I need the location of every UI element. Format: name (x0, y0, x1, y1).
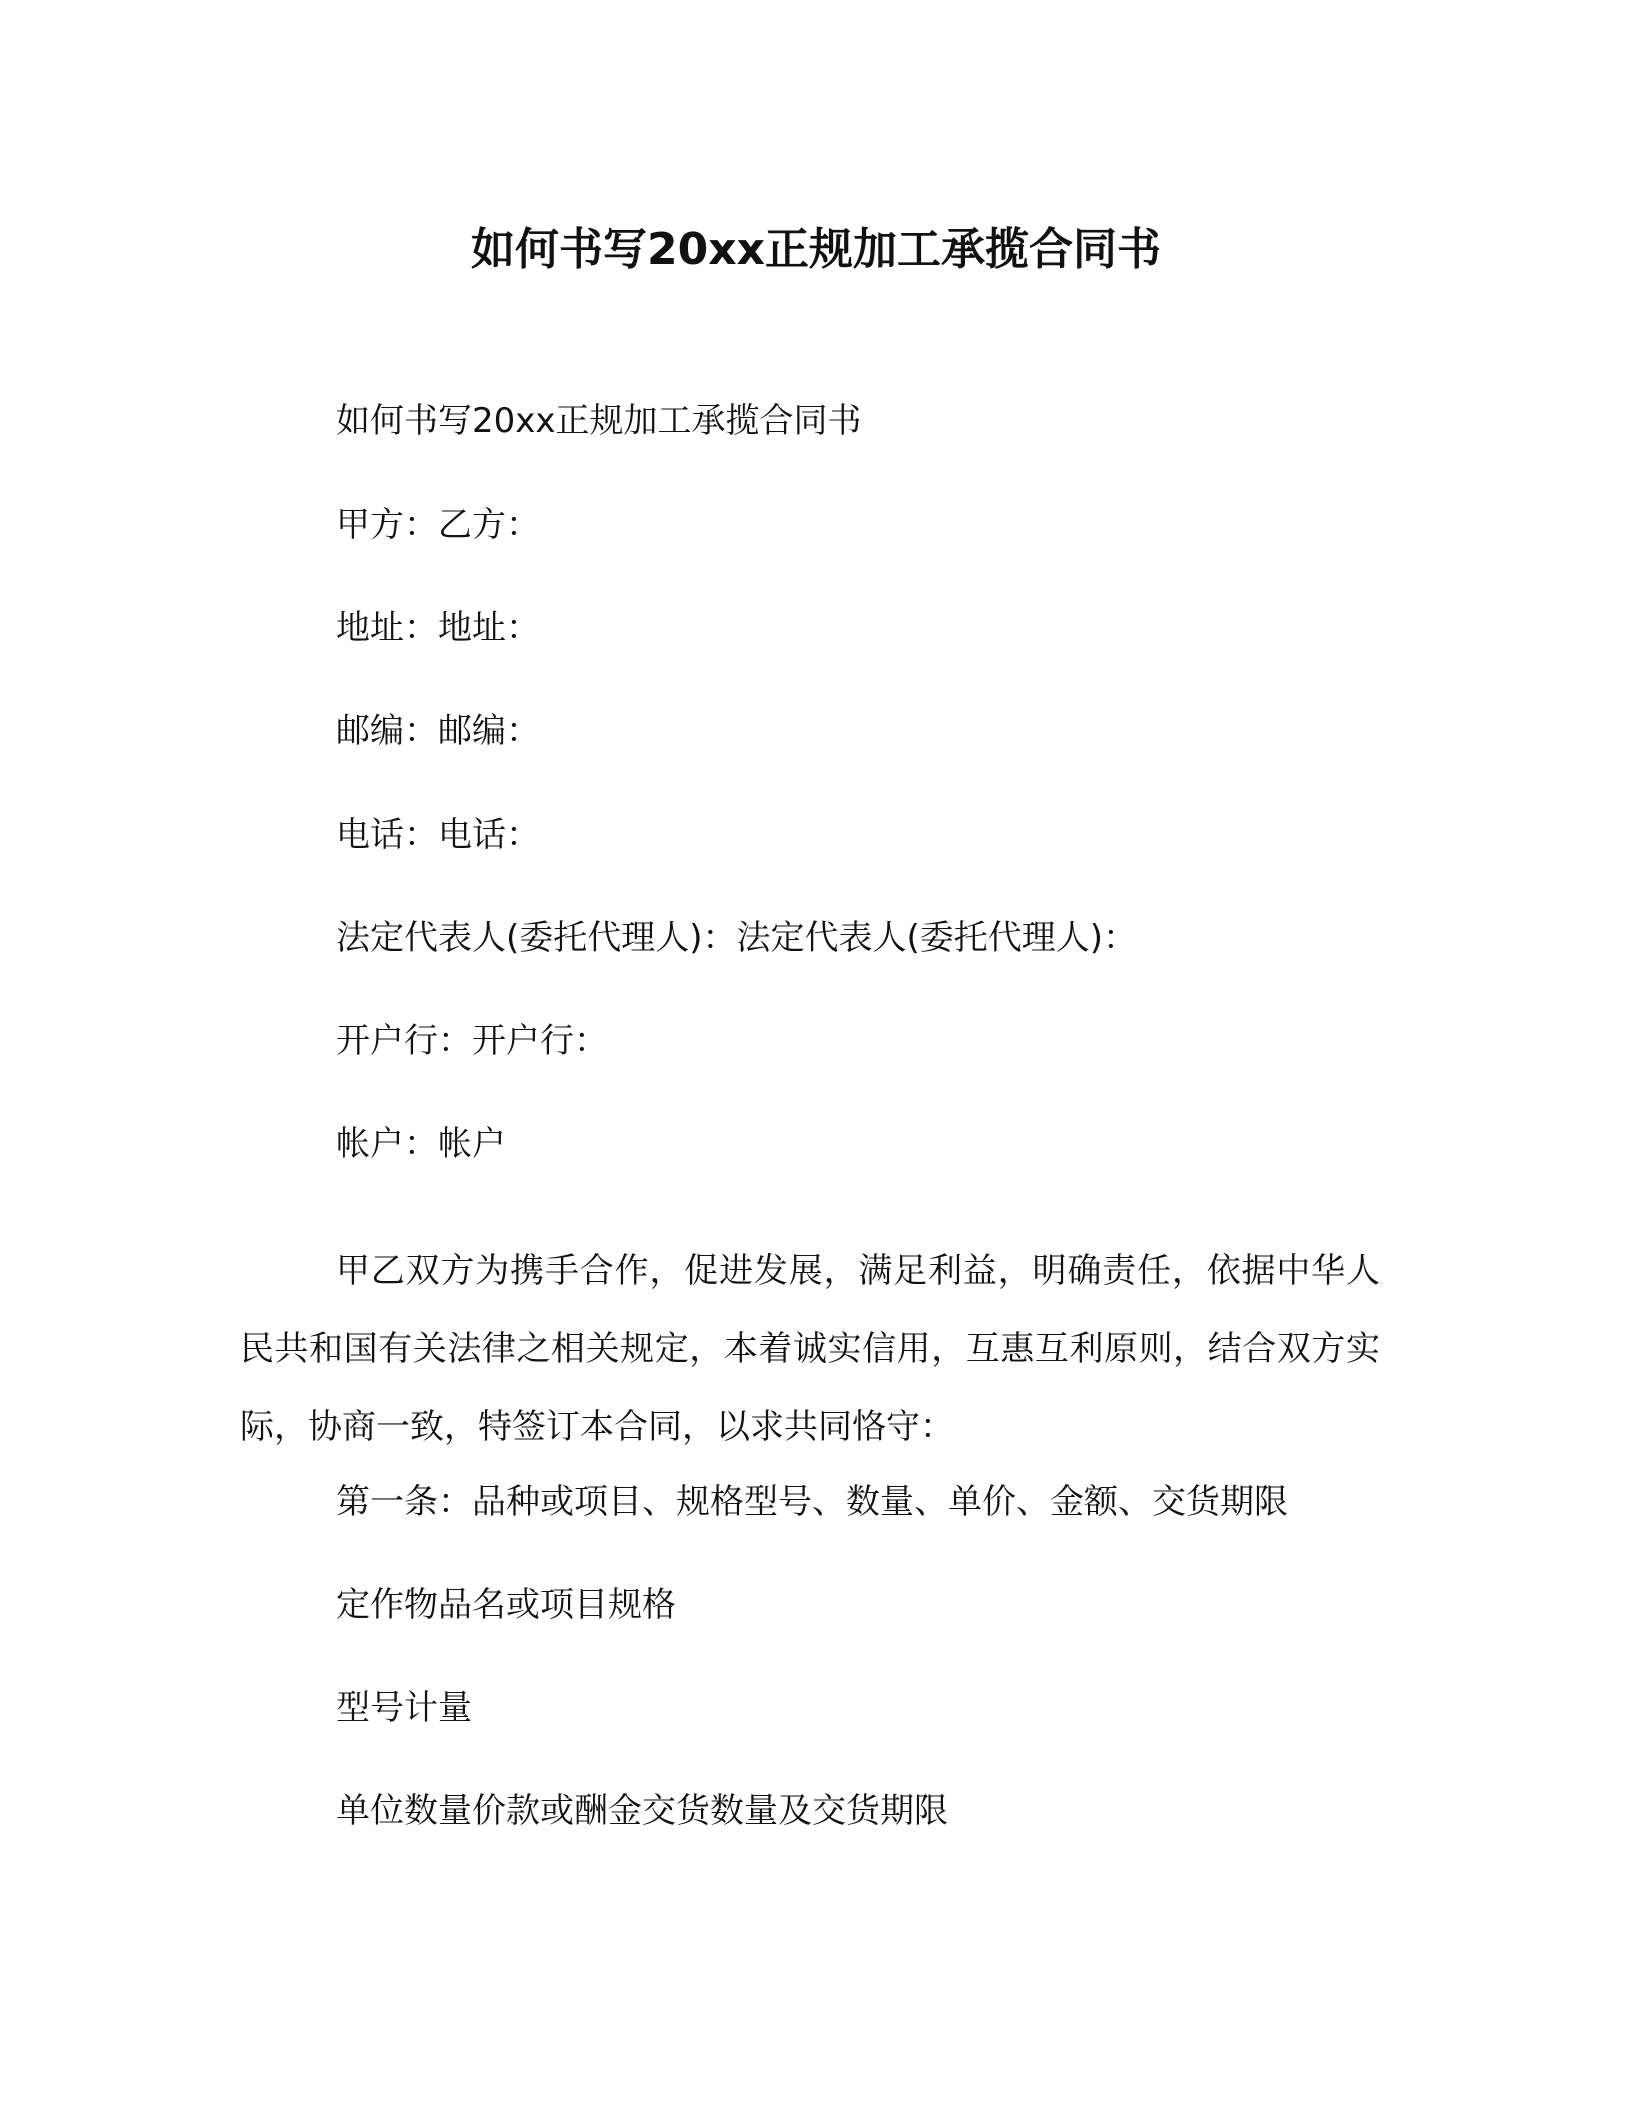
field-address: 地址：地址： (336, 608, 540, 648)
field-party: 甲方：乙方： (336, 505, 540, 545)
field-bank: 开户行：开户行： (336, 1021, 608, 1061)
clause-item-name: 定作物品名或项目规格 (336, 1585, 676, 1625)
field-postcode: 邮编：邮编： (336, 711, 540, 751)
intro-paragraph: 甲乙双方为携手合作，促进发展，满足利益，明确责任，依据中华人民共和国有关法律之相关规定，本着诚实信用，互惠互利原则，结合双方实际，协商一致，特签订本合同，以求共同恪守： (240, 1251, 1380, 1447)
clause-1-heading: 第一条：品种或项目、规格型号、数量、单价、金额、交货期限 (336, 1482, 1288, 1522)
clause-unit-quantity: 单位数量价款或酬金交货数量及交货期限 (336, 1791, 948, 1831)
document-title: 如何书写20xx正规加工承揽合同书 (471, 224, 1161, 275)
document-subtitle: 如何书写20xx正规加工承揽合同书 (336, 401, 862, 441)
field-legal-representative: 法定代表人(委托代理人)：法定代表人(委托代理人)： (336, 918, 1138, 958)
clause-model-measure: 型号计量 (336, 1688, 472, 1728)
field-account: 帐户：帐户 (336, 1124, 506, 1164)
field-phone: 电话：电话： (336, 815, 540, 855)
